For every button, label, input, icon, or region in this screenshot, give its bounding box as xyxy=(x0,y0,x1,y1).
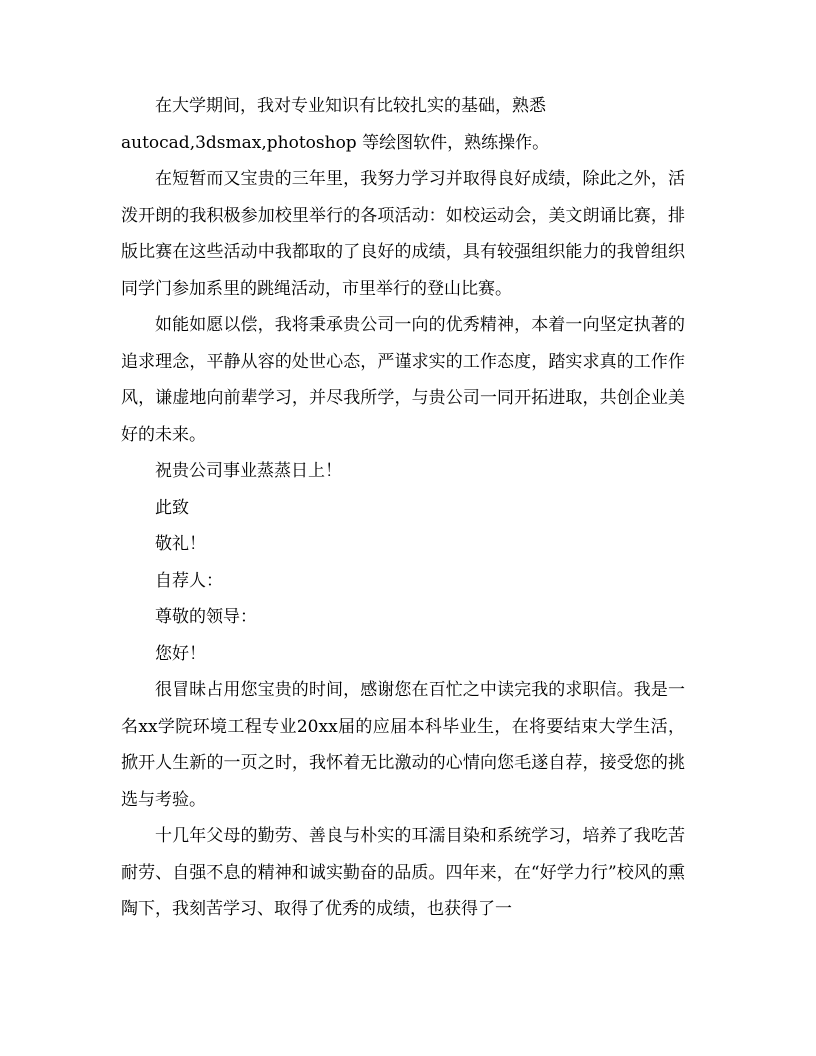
document-page xyxy=(121,88,685,928)
paragraph-activities: 在短暂而又宝贵的三年里，我努力学习并取得良好成绩，除此之外，活泼开朗的我积极参加校里举行的各项活动：如校运动会，美文朗诵比赛，排版比赛在这些活动中我都取的了良好的成绩，具有较强组织能力的我曾组织同学门参加系里的跳绳活动，市里举行的登山比赛。 xyxy=(121,169,685,299)
greeting-hello: 您好！ xyxy=(155,643,206,664)
signature-label: 自荐人： xyxy=(155,570,223,591)
paragraph-intro-line-1: 在大学期间，我对专业知识有比较扎实的基础，熟悉 xyxy=(155,96,546,116)
closing-salutation: 此致 xyxy=(155,497,189,518)
closing-wish: 祝贵公司事业蒸蒸日上！ xyxy=(155,461,342,481)
paragraph-background: 十几年父母的勤劳、善良与朴实的耳濡目染和系统学习，培养了我吃苦耐劳、自强不息的精神和诚实勤奋的品质。四年来，在“好学力行”校风的熏陶下，我刻苦学习、取得了优秀的成绩，也获得了一 xyxy=(121,826,685,919)
closing-regards: 敬礼！ xyxy=(155,534,206,554)
greeting-recipient: 尊敬的领导： xyxy=(155,607,257,627)
paragraph-intro-line-2: autocad,3dsmax,photoshop 等绘图软件，熟练操作。 xyxy=(121,132,550,153)
paragraph-commitment: 如能如愿以偿，我将秉承贵公司一向的优秀精神，本着一向坚定执著的追求理念，平静从容的处世心态，严谨求实的工作态度，踏实求真的工作作风，谦虚地向前辈学习，并尽我所学，与贵公司一同开拓进取，共创企业美好的未来。 xyxy=(121,315,685,445)
paragraph-introduction: 很冒昧占用您宝贵的时间，感谢您在百忙之中读完我的求职信。我是一名xx学院环境工程专业20xx届的应届本科毕业生，在将要结束大学生活，掀开人生新的一页之时，我怀着无比激动的心情向您毛遂自荐，接受您的挑选与考验。 xyxy=(121,680,685,810)
